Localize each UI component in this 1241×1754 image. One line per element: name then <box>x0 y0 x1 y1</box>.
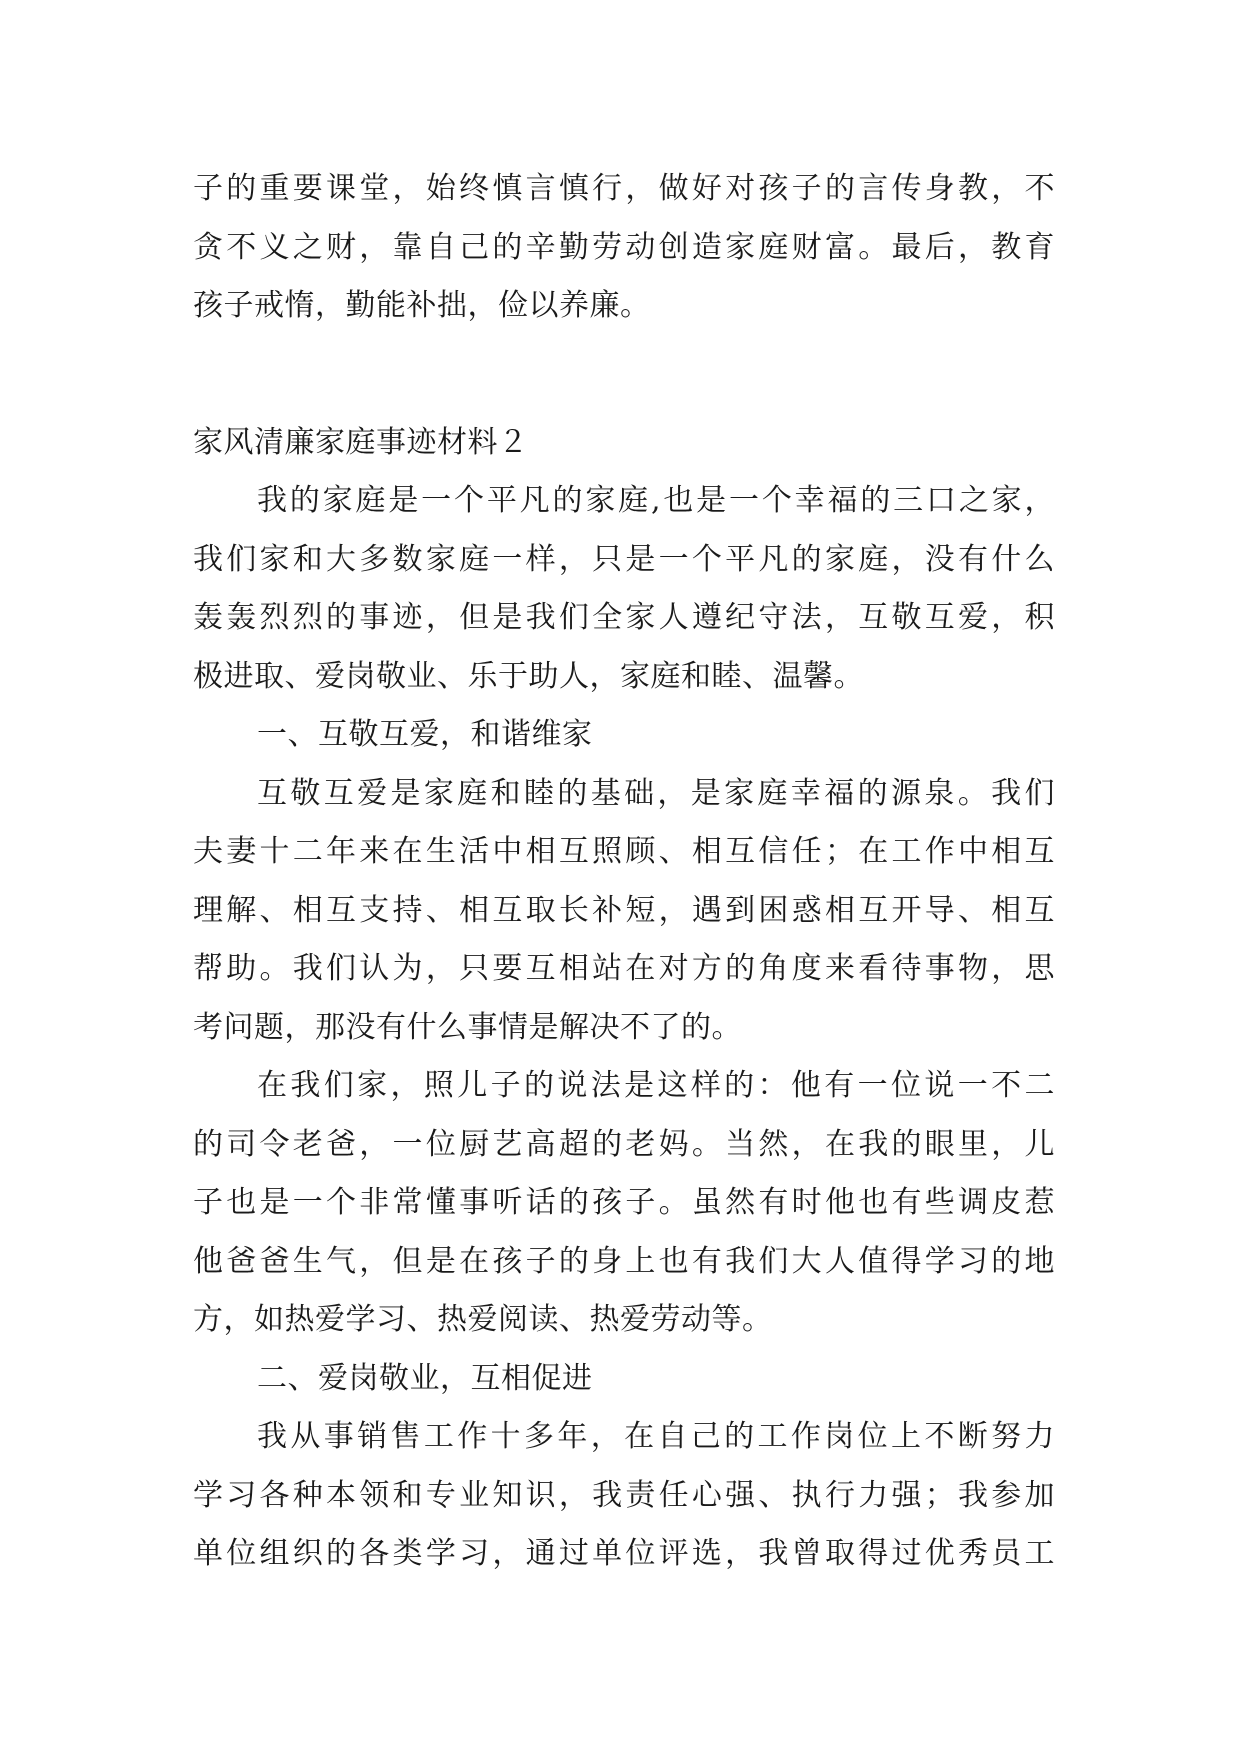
text-line: 单位组织的各类学习，通过单位评选，我曾取得过优秀员工 <box>193 1536 1055 1571</box>
paragraph-gap <box>193 336 1055 414</box>
text-line: 夫妻十二年来在生活中相互照顾、相互信任；在工作中相互 <box>193 834 1055 869</box>
text-line: 他爸爸生气，但是在孩子的身上也有我们大人值得学习的地 <box>193 1243 1055 1279</box>
text-line: 的司令老爸，一位厨艺高超的老妈。当然，在我的眼里，儿 <box>193 1126 1055 1162</box>
text-line: 子也是一个非常懂事听话的孩子。虽然有时他也有些调皮惹 <box>193 1185 1055 1220</box>
text-line: 轰轰烈烈的事迹，但是我们全家人遵纪守法，互敬互爱，积 <box>193 600 1055 635</box>
text-line: 我从事销售工作十多年，在自己的工作岗位上不断努力 <box>257 1419 1055 1454</box>
text-line: 考问题，那没有什么事情是解决不了的。 <box>193 1009 742 1045</box>
paragraph-continuation <box>193 160 1055 336</box>
text-line: 方，如热爱学习、热爱阅读、热爱劳动等。 <box>193 1302 773 1337</box>
document-title: 家风清廉家庭事迹材料２ <box>193 424 529 460</box>
paragraph-work <box>193 1408 1055 1584</box>
text-line: 我的家庭是一个平凡的家庭,也是一个幸福的三口之家， <box>257 483 1055 518</box>
paragraph-mutual-respect <box>193 765 1055 1058</box>
section-heading-2: 二、爱岗敬业，互相促进 <box>257 1360 593 1396</box>
text-line: 理解、相互支持、相互取长补短，遇到困惑相互开导、相互 <box>193 892 1055 928</box>
text-line: 子的重要课堂，始终慎言慎行，做好对孩子的言传身教，不 <box>193 171 1055 206</box>
text-line: 帮助。我们认为，只要互相站在对方的角度来看待事物，思 <box>193 951 1055 986</box>
text-line: 贪不义之财，靠自己的辛勤劳动创造家庭财富。最后，教育 <box>193 229 1055 265</box>
text-line: 学习各种本领和专业知识，我责任心强、执行力强；我参加 <box>193 1477 1055 1513</box>
paragraph-family-members <box>193 1057 1055 1350</box>
text-line: 在我们家，照儿子的说法是这样的：他有一位说一不二 <box>257 1068 1055 1103</box>
text-line: 孩子戒惰，勤能补拙，俭以养廉。 <box>193 288 651 323</box>
section-heading-1: 一、互敬互爱，和谐维家 <box>257 717 593 752</box>
text-line: 极进取、爱岗敬业、乐于助人，家庭和睦、温馨。 <box>193 658 864 694</box>
text-line: 我们家和大多数家庭一样，只是一个平凡的家庭，没有什么 <box>193 541 1055 577</box>
paragraph-intro <box>193 472 1055 706</box>
document-page <box>193 160 1055 1584</box>
text-line: 互敬互爱是家庭和睦的基础，是家庭幸福的源泉。我们 <box>257 775 1055 811</box>
